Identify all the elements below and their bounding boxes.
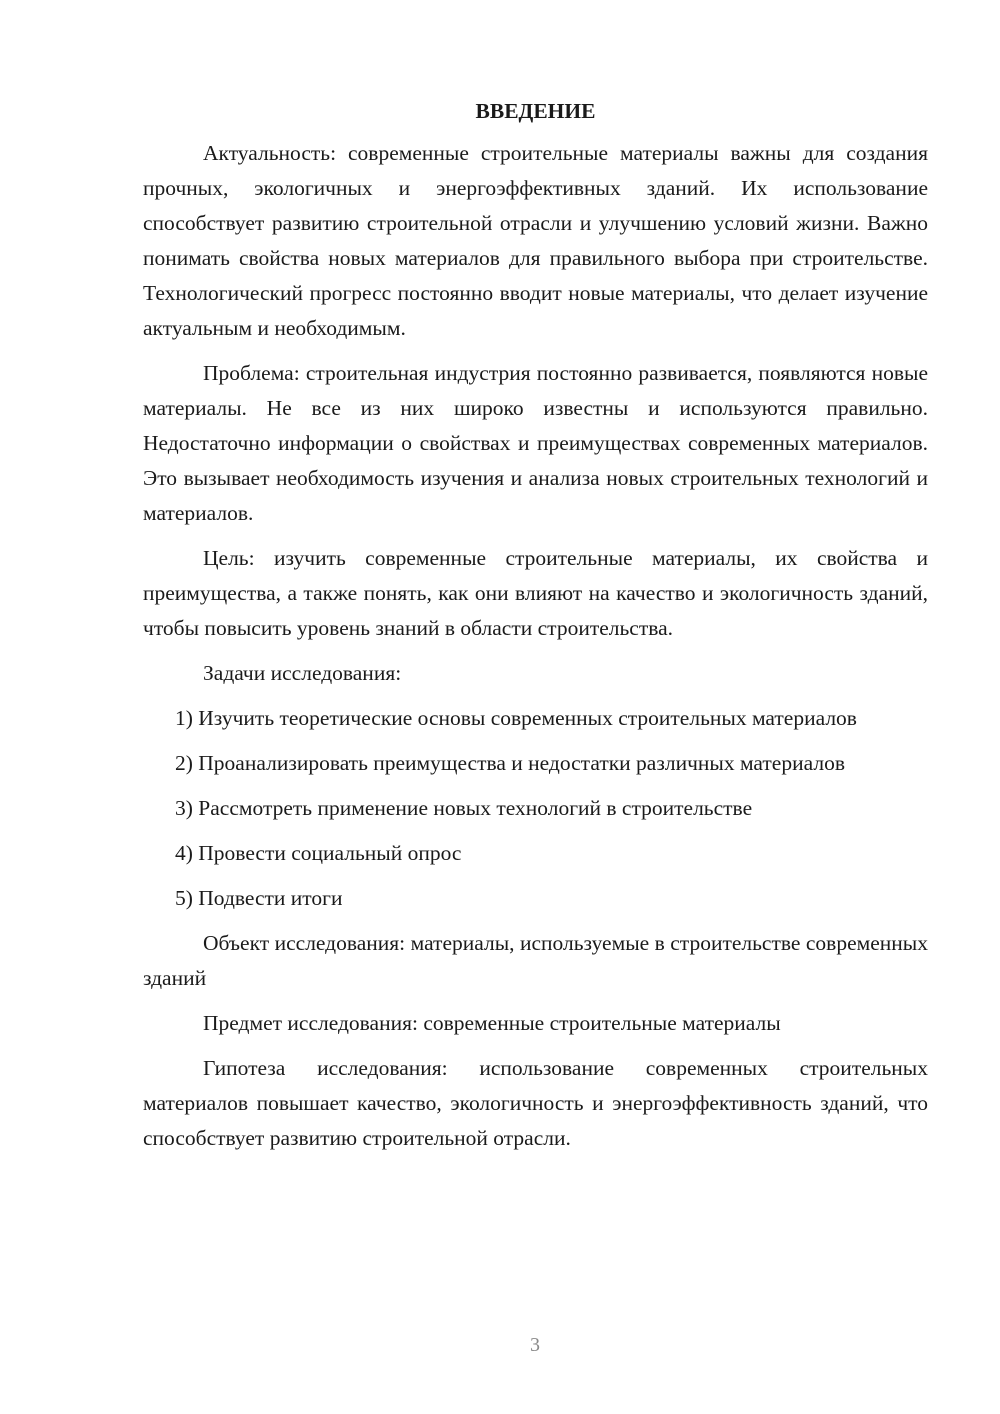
list-item: 4) Провести социальный опрос bbox=[175, 841, 462, 865]
paragraph-subject: Предмет исследования: современные строительные материалы bbox=[203, 1011, 781, 1035]
page-number: 3 bbox=[530, 1334, 540, 1356]
paragraph-relevance: Актуальность: современные строительные материалы важны для создания прочных, экологичных и энергоэффективных зданий. Их использование способствует развитию строительной отрасли и улучшению условий жизни. Важно понимать свойства новых материалов для правильного выбора при строительстве. Технологический прогресс постоянно вводит новые материалы, что делает изучение актуальным и необходимым. bbox=[143, 141, 928, 340]
page-content bbox=[143, 96, 928, 1166]
paragraph-object: Объект исследования: материалы, используемые в строительстве современных зданий bbox=[143, 931, 928, 990]
list-item: 1) Изучить теоретические основы современных строительных материалов bbox=[175, 706, 857, 730]
section-title: ВВЕДЕНИЕ bbox=[475, 99, 596, 123]
list-item: 3) Рассмотреть применение новых технологий в строительстве bbox=[175, 796, 753, 820]
tasks-list bbox=[143, 701, 928, 916]
paragraph-goal: Цель: изучить современные строительные материалы, их свойства и преимущества, а также понять, как они влияют на качество и экологичность зданий, чтобы повысить уровень знаний в области строительства. bbox=[143, 546, 928, 640]
tasks-heading: Задачи исследования: bbox=[203, 661, 402, 685]
list-item: 2) Проанализировать преимущества и недостатки различных материалов bbox=[175, 751, 845, 775]
paragraph-problem: Проблема: строительная индустрия постоянно развивается, появляются новые материалы. Не все из них широко известны и используются правильно. Недостаточно информации о свойствах и преимуществах современных материалов. Это вызывает необходимость изучения и анализа новых строительных технологий и материалов. bbox=[143, 361, 928, 525]
paragraph-hypothesis: Гипотеза исследования: использование современных строительных материалов повышает качество, экологичность и энергоэффективность зданий, что способствует развитию строительной отрасли. bbox=[143, 1056, 928, 1150]
list-item: 5) Подвести итоги bbox=[175, 886, 343, 910]
